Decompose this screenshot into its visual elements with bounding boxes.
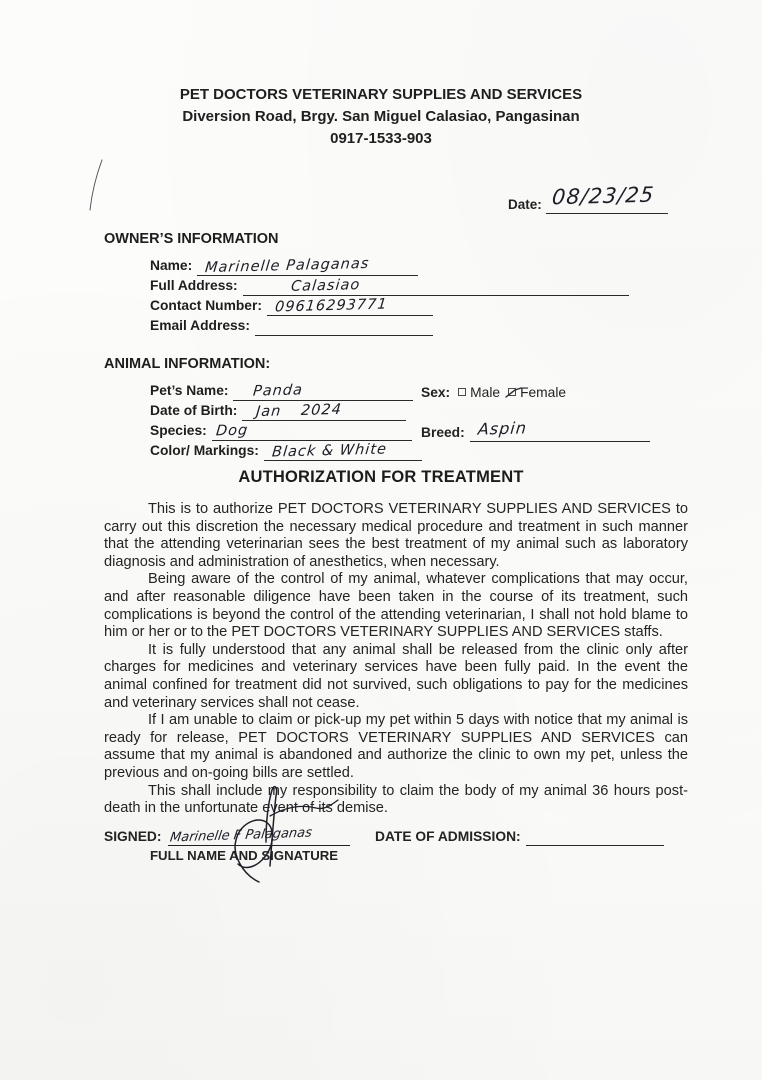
- signed-handwritten-name: Marinelle F Palaganas: [168, 825, 313, 846]
- dob-row: [150, 401, 422, 421]
- date-input-line[interactable]: [546, 182, 668, 214]
- pet-name-input-line[interactable]: [233, 382, 413, 401]
- owner-contact-input-line[interactable]: [267, 296, 433, 316]
- species-label: Species:: [150, 423, 207, 438]
- breed-input-line[interactable]: [470, 418, 650, 442]
- clinic-phone: 0917-1533-903: [330, 130, 432, 147]
- authorization-paragraph: If I am unable to claim or pick-up my pet within 5 days with notice that my animal is ready for release, PET DOCTORS VETERINARY SUPPLIES AND SERVICES can assume that my animal is abandoned and authorize the clinic to own my pet, unless the previous and on-going bills are settled.: [104, 712, 688, 781]
- owner-address-row: [150, 276, 629, 296]
- signed-label: SIGNED:: [104, 829, 162, 844]
- date-label: Date:: [508, 197, 542, 212]
- dob-label: Date of Birth:: [150, 403, 238, 418]
- signature-area: [104, 825, 684, 863]
- owner-name-handwritten-value: Marinelle Palaganas: [204, 255, 371, 277]
- owner-contact-handwritten-value: 09616293771: [274, 296, 389, 316]
- owner-email-input-line[interactable]: [255, 320, 433, 336]
- color-markings-handwritten-value: Black & White: [271, 441, 388, 461]
- female-label: Female: [520, 385, 567, 400]
- owner-contact-label: Contact Number:: [150, 298, 262, 313]
- signed-input-line[interactable]: [168, 825, 350, 846]
- dob-input-line[interactable]: [242, 401, 406, 421]
- owner-address-label: Full Address:: [150, 278, 238, 293]
- authorization-paragraph: This shall include my responsibility to claim the body of my animal 36 hours post-death in the unfortunate event of its demise.: [104, 782, 688, 817]
- pet-name-row: [150, 381, 422, 401]
- owner-name-label: Name:: [150, 258, 193, 273]
- pet-name-handwritten-value: Panda: [252, 382, 305, 400]
- signed-row: [104, 825, 684, 846]
- admission-label: DATE OF ADMISSION:: [375, 829, 521, 844]
- authorization-body: [104, 501, 688, 818]
- breed-handwritten-value: Aspin: [476, 418, 528, 439]
- clinic-name: PET DOCTORS VETERINARY SUPPLIES AND SERVICES: [179, 86, 583, 103]
- female-checkbox[interactable]: [508, 388, 516, 396]
- sex-label: Sex:: [421, 385, 451, 400]
- admission-field: [375, 828, 664, 846]
- dob-handwritten-value: Jan 2024: [255, 401, 344, 421]
- species-row: [150, 421, 422, 441]
- authorization-paragraph: This is to authorize PET DOCTORS VETERINARY SUPPLIES AND SERVICES to carry out this discretion the necessary medical procedure and treatment in such manner that the attending veterinarian sees the best treatment of my animal such as laboratory diagnosis and administration of anesthetics, when necessary.: [104, 501, 688, 570]
- male-checkbox[interactable]: [458, 388, 466, 396]
- clinic-address: Diversion Road, Brgy. San Miguel Calasiao, Pangasinan: [182, 108, 580, 125]
- owner-section-title: OWNER’S INFORMATION: [104, 231, 279, 247]
- owner-address-handwritten-value: Calasiao: [289, 277, 361, 295]
- owner-address-input-line[interactable]: [243, 277, 629, 296]
- male-label: Male: [470, 385, 501, 400]
- owner-name-row: [150, 256, 629, 276]
- date-field: [508, 182, 668, 214]
- animal-section-title: ANIMAL INFORMATION:: [104, 356, 271, 372]
- female-checkbox-checkmark-icon: [505, 383, 525, 403]
- authorization-paragraph: It is fully understood that any animal shall be released from the clinic only after charges for medicines and veterinary services have been fully paid. In the event the animal confined for treatment did not survived, such obligations to pay for the medicines and veterinary services shall not cease.: [104, 641, 688, 711]
- pet-name-label: Pet’s Name:: [150, 383, 229, 398]
- color-markings-input-line[interactable]: [264, 441, 422, 461]
- owner-contact-row: [150, 296, 629, 316]
- stray-pen-mark: [84, 158, 114, 218]
- date-handwritten-value: 08/23/25: [550, 182, 656, 210]
- authorization-paragraph: Being aware of the control of my animal, whatever complications that may occur, and after reasonable diligence have been taken in the course of its treatment, such complications is beyond the control of the attending veterinarian, I shall not hold blame to him or her or to the PET DOCTORS VETERINARY SUPPLIES AND SERVICES staffs.: [104, 571, 688, 641]
- owner-fields: [150, 256, 629, 336]
- animal-fields: [150, 381, 422, 461]
- owner-email-label: Email Address:: [150, 318, 250, 333]
- color-markings-row: [150, 441, 422, 461]
- signature-caption: FULL NAME AND SIGNATURE: [150, 848, 339, 863]
- owner-name-input-line[interactable]: [197, 255, 418, 277]
- letterhead: [0, 84, 762, 150]
- species-handwritten-value: Dog: [214, 422, 249, 440]
- authorization-title: AUTHORIZATION FOR TREATMENT: [238, 468, 524, 486]
- species-input-line[interactable]: [212, 422, 412, 441]
- admission-input-line[interactable]: [526, 830, 664, 846]
- owner-email-row: [150, 316, 629, 336]
- sex-field: [421, 384, 566, 402]
- breed-field: [421, 418, 650, 442]
- color-markings-label: Color/ Markings:: [150, 443, 259, 458]
- breed-label: Breed:: [421, 425, 465, 440]
